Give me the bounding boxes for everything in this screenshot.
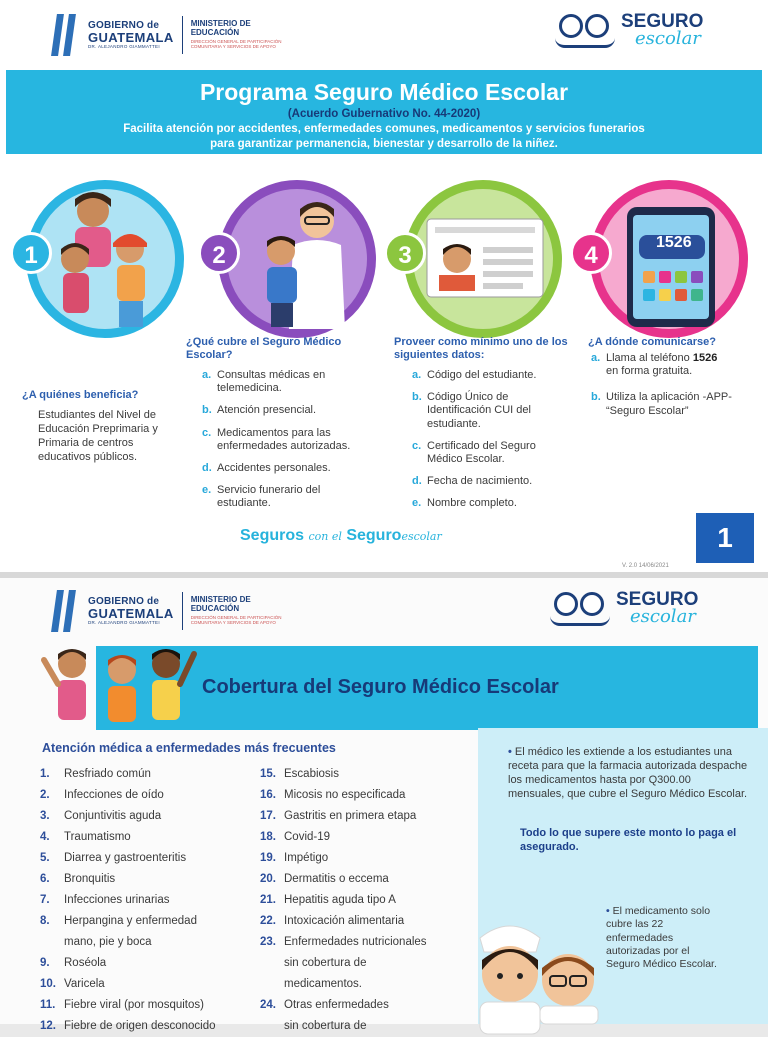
disease-label: sin cobertura de [284,957,367,969]
disease-label: Covid-19 [284,831,331,843]
program-description-1: Facilita atención por accidentes, enfermedades comunes, medicamentos y servicios funerarios [123,123,645,136]
contact-item: a. Llama al teléfono 1526 en forma gratuita. [591,352,718,378]
disease-number: 8. [40,915,50,927]
contact-illustration [590,180,748,338]
program-agreement: (Acuerdo Gubernativo No. 44-2020) [287,108,481,120]
disease-number: 22. [260,915,276,927]
disease-item [40,995,216,1016]
disease-label: Dermatitis o eccema [284,873,389,885]
phone-number-on-screen: 1526 [656,234,692,251]
government-logo [50,590,286,632]
required-data-item: d. Fecha de nacimiento. [412,475,533,488]
disease-item [40,974,216,995]
amount-note: Todo lo que supere este monto lo paga el asegurado. [520,827,737,853]
page-number: 1 [696,513,754,563]
doctor-and-child-icon [227,189,367,349]
cheering-children-icon [40,640,200,726]
disease-number: 12. [40,1020,56,1032]
coverage-item: e. Servicio funerario del estudiante. [202,484,321,510]
program-banner [6,70,762,154]
guatemala-flag-icon [50,590,80,632]
seguro-escolar-logo [553,12,703,48]
contact-item: b. Utiliza la aplicación -APP- “Seguro Escolar” [591,391,732,417]
disease-number: 3. [40,810,50,822]
disease-number [260,974,284,995]
disease-number: 11. [40,999,56,1011]
disease-label: sin cobertura de [284,1020,367,1032]
disease-label: Herpangina y enfermedad [64,915,197,927]
disease-number: 7. [40,894,50,906]
disease-label: Varicela [64,978,105,990]
disease-label: Conjuntivitis aguda [64,810,162,822]
disease-item [260,974,427,995]
medication-coverage-note: • El medicamento solo cubre las 22 enfermedades autorizadas por el Seguro Médico Escolar. [606,905,717,971]
frequent-diseases-title: Atención médica a enfermedades más frecuentes [42,741,336,755]
beneficiaries-text: Estudiantes del Nivel de Educación Preprimaria y Primaria de centros educativos públicos. [38,409,158,463]
kids-reading-icon [553,12,617,48]
disease-item [40,1016,216,1037]
disease-number: 19. [260,852,276,864]
slogan: Seguros con el Seguroescolar [240,527,442,544]
disease-item [260,848,427,869]
disease-item [260,1016,427,1037]
disease-label: Enfermedades nutricionales [284,936,427,948]
disease-number [260,953,284,974]
logo-word2: escolar [630,606,696,628]
program-title: Programa Seguro Médico Escolar [199,79,569,105]
ministry-name: MINISTERIO DE EDUCACIÓN [190,19,251,37]
required-data-item: e. Nombre completo. [412,497,517,510]
version-date: V. 2.0 14/06/2021 [622,563,669,569]
gov-line1: GOBIERNO de [88,19,160,31]
disease-number: 4. [40,831,50,843]
step-number-3: 3 [384,232,426,274]
logo-word1: SEGURO [621,11,704,33]
disease-item [40,785,216,806]
required-data-list [412,369,582,520]
disease-item [260,764,427,785]
disease-number: 16. [260,789,276,801]
header-separator [182,16,183,54]
required-data-item: c. Certificado del Seguro Médico Escolar. [412,439,536,465]
disease-label: Otras enfermedades [284,999,389,1011]
gov-line2: GUATEMALA [88,605,174,621]
disease-label: medicamentos. [284,978,362,990]
disease-number [40,932,64,953]
gov-line2: GUATEMALA [88,29,174,45]
disease-number: 10. [40,978,56,990]
disease-number: 5. [40,852,50,864]
disease-label: Intoxicación alimentaria [284,915,405,927]
disease-number: 1. [40,768,50,780]
coverage-illustration [218,180,376,338]
disease-number: 18. [260,831,276,843]
logo-word1: SEGURO [616,589,699,611]
disease-label: Resfriado común [64,768,151,780]
disease-label: Gastritis en primera etapa [284,810,417,822]
disease-number: 20. [260,873,276,885]
disease-item [260,911,427,932]
step-number-2: 2 [198,232,240,274]
disease-label: Bronquitis [64,873,116,885]
disease-label: Hepatitis aguda tipo A [284,894,396,906]
page-2 [0,578,768,1032]
disease-label: Impétigo [284,852,329,864]
disease-item [40,848,216,869]
step-number-4: 4 [570,232,612,274]
disease-label: Infecciones de oído [64,789,164,801]
ministry-name: MINISTERIO DE EDUCACIÓN [190,595,251,613]
diseases-list-right [260,764,427,1037]
id-card-icon [413,189,553,349]
data-illustration [404,180,562,338]
ministry-direction: DIRECCIÓN GENERAL DE PARTICIPACIÓN COMUNITARIA Y SERVICIOS DE APOYO [190,615,282,626]
contact-list [591,352,761,427]
coverage-page-title: Cobertura del Seguro Médico Escolar [202,676,559,698]
disease-item [260,869,427,890]
gov-line3: DR. ALEJANDRO GIAMMATTEI [88,43,160,49]
disease-item [40,932,216,953]
disease-item [40,869,216,890]
disease-label: Micosis no especificada [284,789,406,801]
prescription-note: • El médico les extiende a los estudiantes una receta para que la farmacia autorizada despache los medicamentos hasta por Q300.00 mensuales, que cubre el Seguro Médico Escolar. [508,746,748,800]
disease-item [40,890,216,911]
disease-number: 15. [260,768,276,780]
disease-number: 24. [260,999,276,1011]
disease-label: Infecciones urinarias [64,894,170,906]
disease-label: Escabiosis [284,768,339,780]
contact-title: ¿A dónde comunicarse? [588,336,716,348]
smartphone-icon [599,189,739,349]
disease-item [260,785,427,806]
disease-label: mano, pie y boca [64,936,152,948]
disease-item [40,827,216,848]
medication-info-panel [478,728,768,1024]
kids-reading-icon [548,590,612,626]
disease-label: Fiebre de origen desconocido [64,1020,216,1032]
disease-label: Fiebre viral (por mosquitos) [64,999,204,1011]
required-data-title: Proveer como mínimo uno de los siguientes datos: [394,336,568,362]
disease-number: 9. [40,957,50,969]
government-logo [50,14,286,56]
coverage-item: c. Medicamentos para las enfermedades autorizadas. [202,426,351,452]
disease-item [260,953,427,974]
coverage-title: ¿Qué cubre el Seguro Médico Escolar? [186,336,342,362]
disease-item [40,911,216,932]
coverage-item: a. Consultas médicas en telemedicina. [202,369,326,395]
beneficiaries-title: ¿A quiénes beneficia? [22,389,139,401]
gov-line3: DR. ALEJANDRO GIAMMATTEI [88,619,160,625]
disease-item [40,806,216,827]
ministry-direction: DIRECCIÓN GENERAL DE PARTICIPACIÓN COMUNITARIA Y SERVICIOS DE APOYO [190,39,282,50]
disease-item [260,827,427,848]
diseases-list-left [40,764,216,1037]
disease-number [260,1016,284,1037]
disease-number: 21. [260,894,276,906]
guatemala-flag-icon [50,14,80,56]
coverage-list [202,369,382,520]
disease-item [40,953,216,974]
header-separator [182,592,183,630]
disease-label: Traumatismo [64,831,131,843]
disease-number: 17. [260,810,276,822]
children-icon [35,189,175,349]
disease-item [260,806,427,827]
required-data-item: a. Código del estudiante. [412,369,537,381]
logo-word2: escolar [635,28,701,50]
disease-label: Roséola [64,957,107,969]
coverage-item: d. Accidentes personales. [202,461,331,474]
seguro-escolar-logo [548,590,698,626]
disease-number: 23. [260,936,276,948]
coverage-item: b. Atención presencial. [202,404,317,417]
gov-line1: GOBIERNO de [88,595,160,607]
step-number-1: 1 [10,232,52,274]
disease-item [260,932,427,953]
doctor-icon [530,940,610,1024]
disease-number: 2. [40,789,50,801]
disease-item [260,890,427,911]
disease-item [40,764,216,785]
disease-number: 6. [40,873,50,885]
disease-label: Diarrea y gastroenteritis [64,852,187,864]
required-data-item: b. Código Único de Identificación CUI del estudiante. [412,391,531,430]
disease-item [260,995,427,1016]
program-description-2: para garantizar permanencia, bienestar y desarrollo de la niñez. [210,138,558,151]
